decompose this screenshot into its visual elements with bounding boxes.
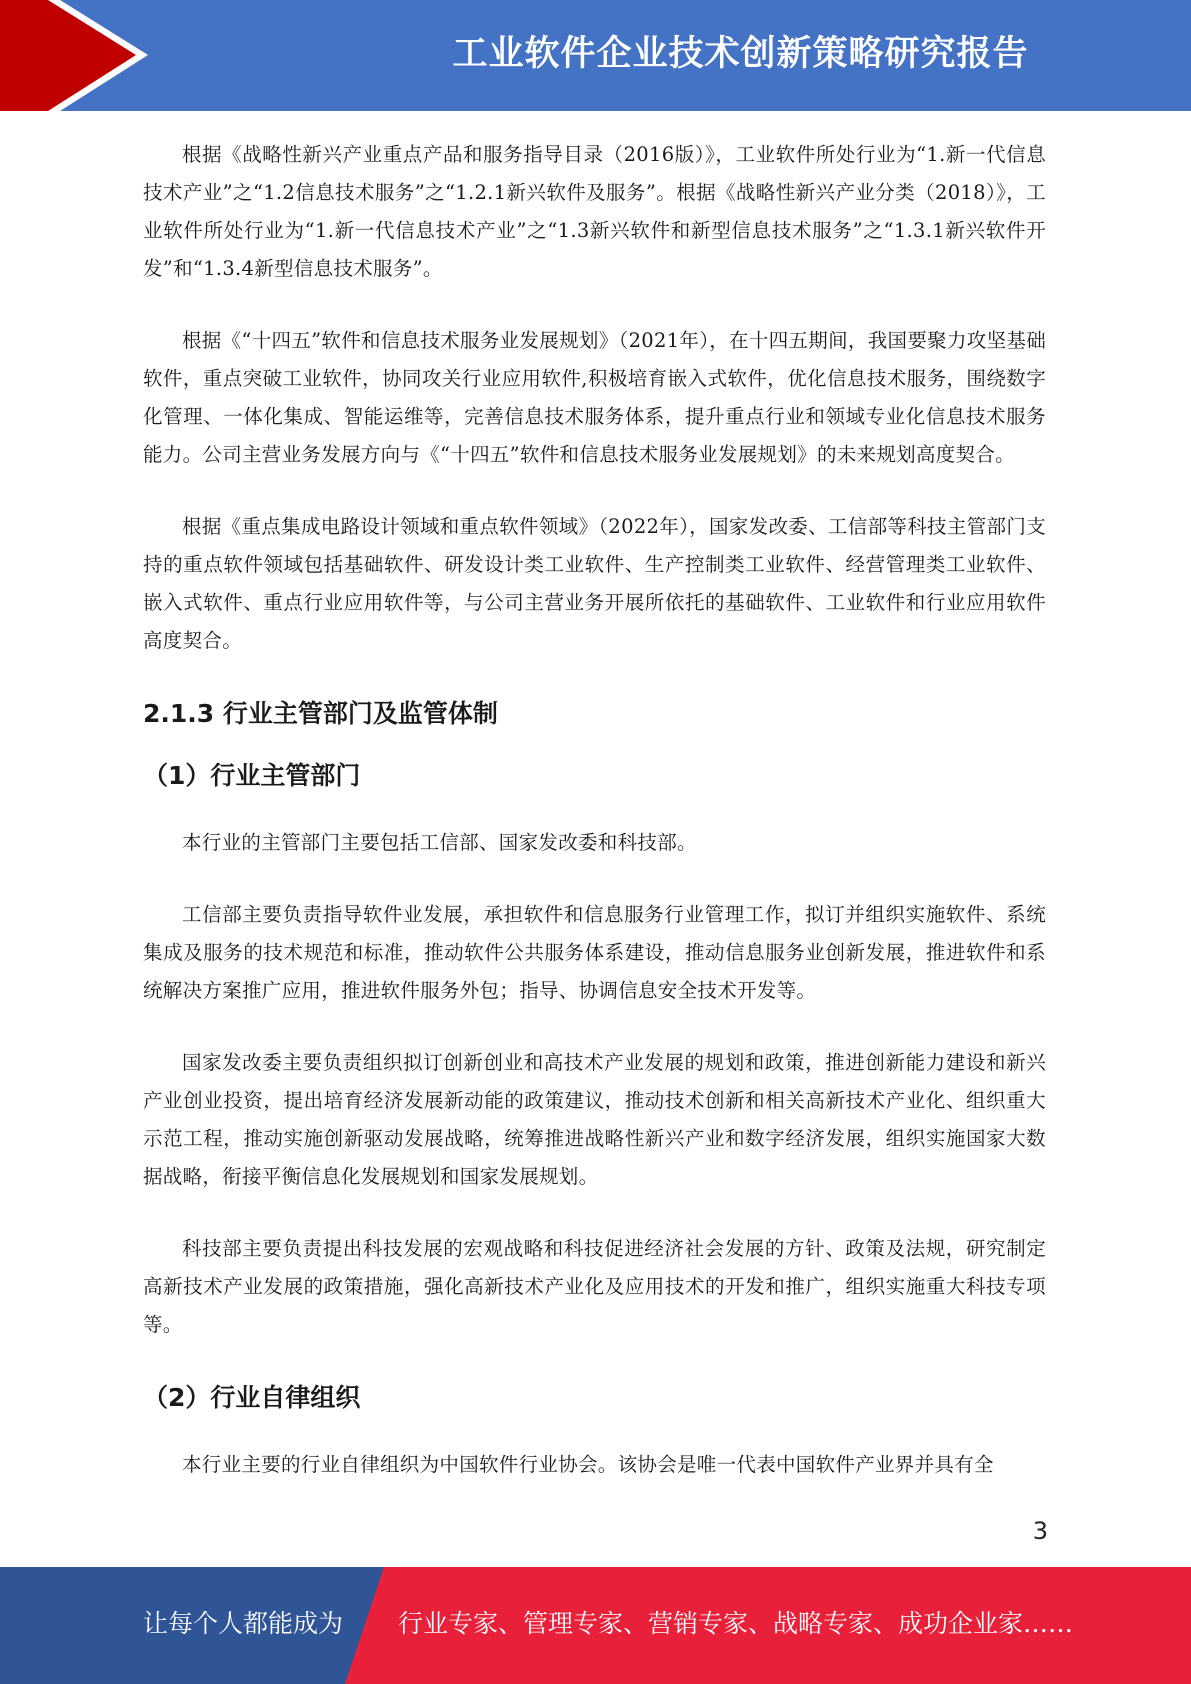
paragraph: 科技部主要负责提出科技发展的宏观战略和科技促进经济社会发展的方针、政策及法规，研究制定高新技术产业发展的政策措施，强化高新技术产业化及应用技术的开发和推广，组织实施重大科技专项等。	[143, 1237, 1046, 1336]
paragraph: 本行业主要的行业自律组织为中国软件行业协会。该协会是唯一代表中国软件产业界并具有全	[182, 1453, 994, 1476]
subsection-heading: （1）行业主管部门	[143, 761, 361, 790]
subsection-heading: （2）行业自律组织	[143, 1383, 361, 1412]
paragraph: 根据《战略性新兴产业重点产品和服务指导目录（2016版）》，工业软件所处行业为“1.新一代信息技术产业”之“1.2信息技术服务”之“1.2.1新兴软件及服务”。根据《战略性新兴产业分类（2018）》，工业软件所处行业为“1.新一代信息技术产业”之“1.3新兴软件和新型信息技术服务”之“1.3.1新兴软件开发”和“1.3.4新型信息技术服务”。	[143, 143, 1046, 280]
section-heading: 2.1.3 行业主管部门及监管体制	[143, 699, 498, 728]
report-title: 工业软件企业技术创新策略研究报告	[452, 34, 1029, 74]
paragraph: 工信部主要负责指导软件业发展，承担软件和信息服务行业管理工作，拟订并组织实施软件、系统集成及服务的技术规范和标准，推动软件公共服务体系建设，推动信息服务业创新发展，推进软件和系统解决方案推广应用，推进软件服务外包；指导、协调信息安全技术开发等。	[143, 903, 1046, 1002]
paragraph: 本行业的主管部门主要包括工信部、国家发改委和科技部。	[182, 831, 697, 854]
page-footer	[0, 1567, 1191, 1684]
footer-slogan-right: 行业专家、管理专家、营销专家、战略专家、成功企业家……	[398, 1609, 1074, 1638]
page-number: 3	[1032, 1517, 1048, 1545]
paragraph: 国家发改委主要负责组织拟订创新创业和高技术产业发展的规划和政策，推进创新能力建设和新兴产业创业投资，提出培育经济发展新动能的政策建议，推动技术创新和相关高新技术产业化、组织重大示范工程，推动实施创新驱动发展战略，统筹推进战略性新兴产业和数字经济发展，组织实施国家大数据战略，衔接平衡信息化发展规划和国家发展规划。	[143, 1051, 1046, 1188]
page-header	[0, 0, 1191, 111]
footer-slogan-left: 让每个人都能成为	[143, 1609, 344, 1638]
paragraph: 根据《重点集成电路设计领域和重点软件领域》（2022年），国家发改委、工信部等科技主管部门支持的重点软件领域包括基础软件、研发设计类工业软件、生产控制类工业软件、经营管理类工业软件、嵌入式软件、重点行业应用软件等，与公司主营业务开展所依托的基础软件、工业软件和行业应用软件高度契合。	[143, 515, 1046, 652]
paragraph: 根据《“十四五”软件和信息技术服务业发展规划》（2021年），在十四五期间，我国要聚力攻坚基础软件，重点突破工业软件，协同攻关行业应用软件,积极培育嵌入式软件，优化信息技术服务，围绕数字化管理、一体化集成、智能运维等，完善信息技术服务体系，提升重点行业和领域专业化信息技术服务能力。公司主营业务发展方向与《“十四五”软件和信息技术服务业发展规划》的未来规划高度契合。	[143, 329, 1046, 466]
document-body	[143, 136, 1046, 1518]
